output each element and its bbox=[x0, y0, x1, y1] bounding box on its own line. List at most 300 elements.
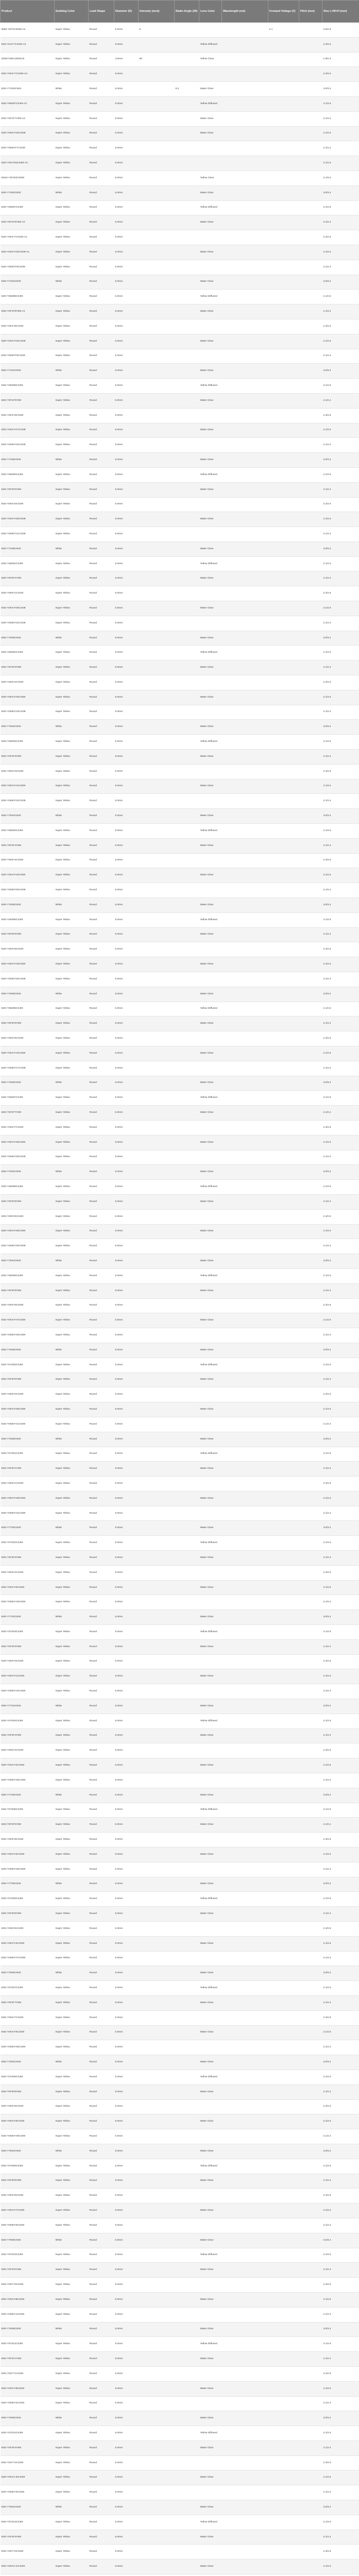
cell-radio-angle bbox=[175, 1521, 199, 1536]
cell-lead-shape: Round bbox=[89, 527, 114, 542]
table-row bbox=[1, 349, 359, 364]
cell-pitch bbox=[299, 126, 322, 141]
cell-forward-voltage bbox=[268, 690, 299, 705]
table-row bbox=[1, 809, 359, 824]
cell-forward-voltage bbox=[268, 1298, 299, 1313]
cell-size: 3.0/3.4 bbox=[322, 82, 359, 97]
cell-intensity bbox=[139, 1580, 175, 1595]
cell-lead-shape: Round bbox=[89, 735, 114, 750]
cell-pitch bbox=[299, 2322, 322, 2337]
cell-diameter: 5.0mm bbox=[114, 1639, 139, 1654]
table-row bbox=[1, 275, 359, 290]
cell-pitch bbox=[299, 2292, 322, 2307]
cell-diameter: 5.0mm bbox=[114, 1892, 139, 1907]
cell-wavelength bbox=[222, 1091, 268, 1106]
cell-lens-color: Yellow Diffused bbox=[199, 467, 222, 482]
cell-lead-shape: Round bbox=[89, 1639, 114, 1654]
cell-product: 5SD-Y0KXYI0CS3I9 bbox=[1, 1580, 55, 1595]
table-row bbox=[1, 1031, 359, 1046]
cell-lead-shape: Round bbox=[89, 1521, 114, 1536]
table-row bbox=[1, 2500, 359, 2515]
cell-product: 5SD-Y0KBYH6CS3I9 bbox=[1, 1862, 55, 1877]
table-row bbox=[1, 1194, 359, 1209]
cell-diameter: 5.0mm bbox=[114, 1328, 139, 1343]
cell-radio-angle bbox=[175, 1031, 199, 1046]
cell-product: 5SD-Y0KXYG6CS3I9 bbox=[1, 334, 55, 349]
header-pitch: Pitch (mm) bbox=[299, 1, 322, 23]
cell-intensity bbox=[139, 1773, 175, 1788]
cell-size: 2.4/2.6 bbox=[322, 586, 359, 601]
cell-lead-shape: Round bbox=[89, 2263, 114, 2278]
cell-lead-shape: Round bbox=[89, 809, 114, 824]
cell-product: 5SD-Y0KKYG5CS3I9 bbox=[1, 126, 55, 141]
cell-radio-angle bbox=[175, 2366, 199, 2381]
cell-diameter: 5.0mm bbox=[114, 898, 139, 913]
cell-diameter: 5.0mm bbox=[114, 2366, 139, 2381]
cell-emitting-color: Super Yellow bbox=[55, 1565, 89, 1580]
cell-radio-angle bbox=[175, 2204, 199, 2218]
table-row bbox=[1, 2084, 359, 2099]
table-row bbox=[1, 319, 359, 334]
cell-forward-voltage bbox=[268, 2263, 299, 2278]
cell-radio-angle bbox=[175, 126, 199, 141]
cell-forward-voltage bbox=[268, 2233, 299, 2248]
cell-emitting-color: Super Yellow bbox=[55, 690, 89, 705]
cell-radio-angle bbox=[175, 927, 199, 942]
cell-lens-color bbox=[199, 853, 222, 868]
table-row bbox=[1, 2455, 359, 2470]
cell-size: 2.1/2.4 bbox=[322, 2307, 359, 2322]
cell-pitch bbox=[299, 1283, 322, 1298]
cell-diameter: 5.0mm bbox=[114, 1922, 139, 1937]
cell-size: 2.1/2.5 bbox=[322, 2426, 359, 2441]
table-row bbox=[1, 2174, 359, 2189]
cell-forward-voltage bbox=[268, 1268, 299, 1283]
cell-radio-angle bbox=[175, 1595, 199, 1610]
cell-lens-color bbox=[199, 2189, 222, 2204]
table-row bbox=[1, 438, 359, 453]
cell-lead-shape: Round bbox=[89, 2470, 114, 2485]
cell-product: 5SD-Y0K6Y5CS3I9 bbox=[1, 1833, 55, 1848]
cell-lead-shape: Round bbox=[89, 2159, 114, 2174]
cell-pitch bbox=[299, 1936, 322, 1951]
cell-lens-color: Water Clear bbox=[199, 2114, 222, 2129]
table-row bbox=[1, 1447, 359, 1462]
cell-diameter: 5.0mm bbox=[114, 1165, 139, 1180]
cell-wavelength bbox=[222, 1506, 268, 1521]
table-row bbox=[1, 541, 359, 556]
cell-pitch bbox=[299, 646, 322, 660]
cell-lens-color bbox=[199, 1387, 222, 1402]
cell-pitch bbox=[299, 556, 322, 571]
cell-lead-shape: Round bbox=[89, 1268, 114, 1283]
cell-pitch bbox=[299, 1372, 322, 1387]
cell-diameter: 5.0mm bbox=[114, 764, 139, 779]
cell-radio-angle bbox=[175, 1907, 199, 1922]
table-row bbox=[1, 1728, 359, 1743]
cell-diameter: 5.0mm bbox=[114, 853, 139, 868]
cell-intensity bbox=[139, 1491, 175, 1506]
cell-intensity bbox=[139, 364, 175, 379]
table-row bbox=[1, 838, 359, 853]
cell-product: 5SD-Y0KBYF7CS3I9 bbox=[1, 141, 55, 156]
cell-radio-angle bbox=[175, 1506, 199, 1521]
cell-wavelength bbox=[222, 1343, 268, 1358]
cell-emitting-color: Super Yellow bbox=[55, 2263, 89, 2278]
cell-forward-voltage bbox=[268, 260, 299, 275]
cell-lens-color bbox=[199, 2366, 222, 2381]
cell-lead-shape: Round bbox=[89, 2070, 114, 2084]
cell-radio-angle bbox=[175, 512, 199, 527]
cell-product: 5SD-Y06Z95CS3I9 bbox=[1, 912, 55, 927]
cell-product: 5SD-Y0F2F8Y8I9 bbox=[1, 1194, 55, 1209]
cell-size: 2.1/2.4 bbox=[322, 2174, 359, 2189]
cell-pitch bbox=[299, 853, 322, 868]
table-row bbox=[1, 616, 359, 631]
cell-product: 5SD-Y0F2F2Y8I9 bbox=[1, 660, 55, 675]
cell-forward-voltage bbox=[268, 290, 299, 304]
cell-size: 2.1/2.5 bbox=[322, 1981, 359, 1996]
cell-lens-color: Water Clear bbox=[199, 1462, 222, 1477]
cell-diameter: 5.0mm bbox=[114, 1447, 139, 1462]
cell-diameter: 5.0mm bbox=[114, 126, 139, 141]
cell-wavelength bbox=[222, 2233, 268, 2248]
cell-pitch bbox=[299, 1106, 322, 1121]
table-row bbox=[1, 1417, 359, 1432]
cell-intensity bbox=[139, 2396, 175, 2411]
table-row bbox=[1, 2278, 359, 2293]
cell-lead-shape: Round bbox=[89, 927, 114, 942]
cell-diameter: 5.0mm bbox=[114, 2396, 139, 2411]
cell-wavelength bbox=[222, 2322, 268, 2337]
cell-intensity bbox=[139, 2025, 175, 2040]
cell-wavelength bbox=[222, 96, 268, 111]
table-row bbox=[1, 1758, 359, 1773]
cell-diameter: 5.0mm bbox=[114, 156, 139, 171]
cell-intensity bbox=[139, 2337, 175, 2352]
cell-pitch bbox=[299, 586, 322, 601]
cell-pitch bbox=[299, 1254, 322, 1269]
cell-forward-voltage bbox=[268, 453, 299, 468]
cell-lead-shape: Round bbox=[89, 646, 114, 660]
cell-intensity bbox=[139, 393, 175, 408]
cell-wavelength bbox=[222, 52, 268, 67]
cell-emitting-color: Super Yellow bbox=[55, 1862, 89, 1877]
cell-lens-color: Water Clear bbox=[199, 82, 222, 97]
cell-size: 2.1/2.4 bbox=[322, 260, 359, 275]
cell-intensity bbox=[139, 319, 175, 334]
cell-emitting-color: Super Yellow bbox=[55, 2070, 89, 2084]
cell-wavelength bbox=[222, 1061, 268, 1076]
table-row bbox=[1, 2322, 359, 2337]
cell-diameter: 5.0mm bbox=[114, 1417, 139, 1432]
cell-forward-voltage bbox=[268, 1966, 299, 1981]
cell-wavelength bbox=[222, 2307, 268, 2322]
table-row bbox=[1, 2307, 359, 2322]
cell-product: 5SD-Y0KXYJ1CS3I9 bbox=[1, 2560, 55, 2574]
table-row bbox=[1, 1981, 359, 1996]
table-row bbox=[1, 67, 359, 82]
cell-pitch bbox=[299, 2545, 322, 2560]
cell-size: 3.0/3.4 bbox=[322, 1966, 359, 1981]
cell-lens-color: Water Clear bbox=[199, 1966, 222, 1981]
cell-diameter: 5.0mm bbox=[114, 2174, 139, 2189]
table-row bbox=[1, 1639, 359, 1654]
cell-lens-color: Water Clear bbox=[199, 2530, 222, 2545]
cell-pitch bbox=[299, 1595, 322, 1610]
cell-product: 5SD-Y0K4Y9CS3I9 bbox=[1, 408, 55, 423]
cell-radio-angle bbox=[175, 467, 199, 482]
cell-lens-color bbox=[199, 1743, 222, 1758]
cell-radio-angle bbox=[175, 245, 199, 260]
cell-lead-shape: Round bbox=[89, 2114, 114, 2129]
cell-diameter: 5.0mm bbox=[114, 2545, 139, 2560]
cell-radio-angle bbox=[175, 883, 199, 898]
cell-lens-color: Water Clear bbox=[199, 1343, 222, 1358]
cell-radio-angle bbox=[175, 972, 199, 987]
cell-intensity bbox=[139, 215, 175, 230]
cell-size: 2.1/2.4 bbox=[322, 2084, 359, 2099]
cell-diameter: 5.0mm bbox=[114, 2500, 139, 2515]
cell-product: 5SD-Y0KBYG1CS3I9 bbox=[1, 527, 55, 542]
cell-size: 3.0/3.4 bbox=[322, 720, 359, 735]
cell-size: 2.4/2.6 bbox=[322, 1565, 359, 1580]
cell-pitch bbox=[299, 1654, 322, 1669]
cell-emitting-color: Super Yellow bbox=[55, 556, 89, 571]
cell-diameter: 5.0mm bbox=[114, 1313, 139, 1328]
cell-diameter: 5.0mm bbox=[114, 304, 139, 319]
cell-product: 5SD-Y07Z06CS3I9 bbox=[1, 1892, 55, 1907]
cell-forward-voltage bbox=[268, 1595, 299, 1610]
cell-emitting-color: Super Yellow bbox=[55, 245, 89, 260]
table-row bbox=[1, 1833, 359, 1848]
cell-wavelength bbox=[222, 349, 268, 364]
cell-pitch bbox=[299, 942, 322, 957]
cell-lens-color bbox=[199, 1684, 222, 1699]
cell-intensity bbox=[139, 453, 175, 468]
cell-radio-angle bbox=[175, 2233, 199, 2248]
cell-radio-angle bbox=[175, 482, 199, 497]
cell-lens-color bbox=[199, 1209, 222, 1224]
cell-lens-color bbox=[199, 1477, 222, 1492]
cell-emitting-color: Super Yellow bbox=[55, 1313, 89, 1328]
cell-size: 3.0/3.4 bbox=[322, 541, 359, 556]
table-row bbox=[1, 1565, 359, 1580]
cell-lead-shape: Round bbox=[89, 690, 114, 705]
cell-diameter: 5.0mm bbox=[114, 2218, 139, 2233]
cell-radio-angle bbox=[175, 1669, 199, 1684]
cell-wavelength bbox=[222, 423, 268, 438]
cell-intensity bbox=[139, 1417, 175, 1432]
cell-size: 2.4/2.6 bbox=[322, 1922, 359, 1937]
cell-radio-angle bbox=[175, 379, 199, 394]
cell-radio-angle bbox=[175, 1268, 199, 1283]
cell-lens-color: Water Clear bbox=[199, 2144, 222, 2159]
cell-forward-voltage bbox=[268, 838, 299, 853]
table-row bbox=[1, 1862, 359, 1877]
cell-radio-angle bbox=[175, 393, 199, 408]
cell-forward-voltage bbox=[268, 1625, 299, 1640]
cell-product: 5SD-Y06Z89CS3I9 bbox=[1, 379, 55, 394]
cell-pitch bbox=[299, 838, 322, 853]
cell-radio-angle bbox=[175, 1743, 199, 1758]
cell-size: 2.1/2.5 bbox=[322, 156, 359, 171]
cell-forward-voltage bbox=[268, 824, 299, 839]
cell-wavelength bbox=[222, 290, 268, 304]
table-row bbox=[1, 571, 359, 586]
cell-lead-shape: Round bbox=[89, 2099, 114, 2114]
cell-lens-color: Water Clear bbox=[199, 2174, 222, 2189]
cell-lens-color: Yellow Diffused bbox=[199, 379, 222, 394]
cell-lead-shape: Round bbox=[89, 1165, 114, 1180]
cell-lens-color: Water Clear bbox=[199, 1106, 222, 1121]
cell-intensity bbox=[139, 1803, 175, 1818]
cell-product: 5SD-Y07Z11CS3I9 bbox=[1, 2337, 55, 2352]
cell-lens-color: Yellow Diffused bbox=[199, 912, 222, 927]
cell-lens-color: Water Clear bbox=[199, 927, 222, 942]
table-row bbox=[1, 942, 359, 957]
cell-forward-voltage bbox=[268, 438, 299, 453]
cell-radio-angle bbox=[175, 556, 199, 571]
cell-wavelength bbox=[222, 1610, 268, 1625]
cell-diameter: 5.0mm bbox=[114, 2114, 139, 2129]
cell-emitting-color: Super Yellow bbox=[55, 260, 89, 275]
cell-diameter: 5.0mm bbox=[114, 2470, 139, 2485]
cell-intensity bbox=[139, 1254, 175, 1269]
cell-emitting-color: Super Yellow bbox=[55, 1328, 89, 1343]
cell-diameter: 5.0mm bbox=[114, 1106, 139, 1121]
cell-emitting-color: White bbox=[55, 1699, 89, 1714]
table-row bbox=[1, 868, 359, 883]
cell-emitting-color: Super Yellow bbox=[55, 1031, 89, 1046]
cell-wavelength bbox=[222, 735, 268, 750]
cell-diameter: 5.0mm bbox=[114, 1046, 139, 1061]
table-row bbox=[1, 260, 359, 275]
cell-lens-color: Yellow Diffused bbox=[199, 735, 222, 750]
cell-emitting-color: Super Yellow bbox=[55, 1773, 89, 1788]
cell-emitting-color: Super Yellow bbox=[55, 957, 89, 972]
cell-product: 5SD-Y0K7Y3CS3I9 bbox=[1, 2545, 55, 2560]
cell-intensity bbox=[139, 1684, 175, 1699]
header-size: Size L×W×H (mm) bbox=[322, 1, 359, 23]
cell-radio-angle bbox=[175, 527, 199, 542]
cell-radio-angle bbox=[175, 1699, 199, 1714]
cell-pitch bbox=[299, 185, 322, 200]
cell-emitting-color: Super Yellow bbox=[55, 1268, 89, 1283]
cell-forward-voltage bbox=[268, 1565, 299, 1580]
cell-radio-angle bbox=[175, 185, 199, 200]
cell-wavelength bbox=[222, 2070, 268, 2084]
cell-diameter: 5.0mm bbox=[114, 1981, 139, 1996]
cell-size: 2.1/2.5 bbox=[322, 1536, 359, 1551]
cell-lead-shape: Round bbox=[89, 1224, 114, 1239]
cell-lens-color bbox=[199, 2010, 222, 2025]
cell-lens-color: Water Clear bbox=[199, 1313, 222, 1328]
cell-diameter: 5.0mm bbox=[114, 720, 139, 735]
cell-radio-angle bbox=[175, 1106, 199, 1121]
cell-forward-voltage bbox=[268, 1061, 299, 1076]
cell-forward-voltage bbox=[268, 1981, 299, 1996]
cell-forward-voltage: 2.1 bbox=[268, 23, 299, 38]
cell-lens-color: Water Clear bbox=[199, 1372, 222, 1387]
cell-radio-angle bbox=[175, 838, 199, 853]
cell-intensity bbox=[139, 616, 175, 631]
cell-forward-voltage bbox=[268, 1818, 299, 1833]
cell-pitch bbox=[299, 1180, 322, 1195]
cell-size: 2.1/2.5 bbox=[322, 1936, 359, 1951]
cell-lens-color bbox=[199, 2485, 222, 2500]
cell-intensity bbox=[139, 2560, 175, 2574]
cell-lead-shape: Round bbox=[89, 96, 114, 111]
table-row bbox=[1, 334, 359, 349]
cell-size: 2.1/2.4 bbox=[322, 1995, 359, 2010]
cell-emitting-color: Super Yellow bbox=[55, 1506, 89, 1521]
cell-size: 2.4/2.6 bbox=[322, 2455, 359, 2470]
cell-wavelength bbox=[222, 779, 268, 794]
cell-lead-shape: Round bbox=[89, 1714, 114, 1728]
cell-lead-shape: Round bbox=[89, 2129, 114, 2144]
cell-radio-angle bbox=[175, 1180, 199, 1195]
cell-diameter: 5.0mm bbox=[114, 1061, 139, 1076]
cell-lens-color: Yellow Diffused bbox=[199, 1625, 222, 1640]
cell-intensity bbox=[139, 2144, 175, 2159]
cell-radio-angle bbox=[175, 957, 199, 972]
cell-emitting-color: Super Yellow bbox=[55, 735, 89, 750]
cell-radio-angle bbox=[175, 720, 199, 735]
cell-intensity bbox=[139, 660, 175, 675]
cell-radio-angle bbox=[175, 408, 199, 423]
cell-product: 5SD-Y75S6CW3I bbox=[1, 898, 55, 913]
cell-intensity bbox=[139, 482, 175, 497]
cell-pitch bbox=[299, 1031, 322, 1046]
cell-product: 5SD-Y0KBYG6CS3I9 bbox=[1, 972, 55, 987]
cell-lens-color: Water Clear bbox=[199, 1728, 222, 1743]
table-row bbox=[1, 2515, 359, 2530]
cell-product: 5SD-Y0F4F0Y8I9 bbox=[1, 2263, 55, 2278]
cell-pitch bbox=[299, 2055, 322, 2070]
cell-forward-voltage bbox=[268, 1254, 299, 1269]
cell-lead-shape: Round bbox=[89, 2248, 114, 2263]
cell-emitting-color: Super Yellow bbox=[55, 1239, 89, 1254]
cell-product: 5SD-Y76S0CW3I bbox=[1, 1076, 55, 1091]
cell-intensity bbox=[139, 2515, 175, 2530]
cell-product: 5SD-Y0KBYI2CS3I9 bbox=[1, 2396, 55, 2411]
cell-intensity bbox=[139, 1907, 175, 1922]
cell-radio-angle bbox=[175, 2129, 199, 2144]
cell-intensity bbox=[139, 1818, 175, 1833]
cell-pitch bbox=[299, 1922, 322, 1937]
cell-product: 5SD-Y0F4F3Y8I9 bbox=[1, 2530, 55, 2545]
table-row bbox=[1, 23, 359, 38]
cell-emitting-color: Super Yellow bbox=[55, 23, 89, 38]
table-row bbox=[1, 2129, 359, 2144]
cell-diameter: 5.0mm bbox=[114, 1654, 139, 1669]
cell-emitting-color: Super Yellow bbox=[55, 2530, 89, 2545]
cell-size: 2.1/2.4 bbox=[322, 1016, 359, 1031]
cell-emitting-color: Super Yellow bbox=[55, 750, 89, 765]
cell-lens-color: Water Clear bbox=[199, 2263, 222, 2278]
cell-lens-color: Water Clear bbox=[199, 1491, 222, 1506]
cell-emitting-color: Super Yellow bbox=[55, 334, 89, 349]
cell-intensity bbox=[139, 883, 175, 898]
cell-wavelength bbox=[222, 1031, 268, 1046]
cell-diameter: 5.0mm bbox=[114, 912, 139, 927]
cell-wavelength bbox=[222, 527, 268, 542]
table-row bbox=[1, 2411, 359, 2426]
cell-emitting-color: Super Yellow bbox=[55, 393, 89, 408]
cell-product: 5SD-Y75S0CW3I bbox=[1, 631, 55, 646]
table-row bbox=[1, 1120, 359, 1135]
